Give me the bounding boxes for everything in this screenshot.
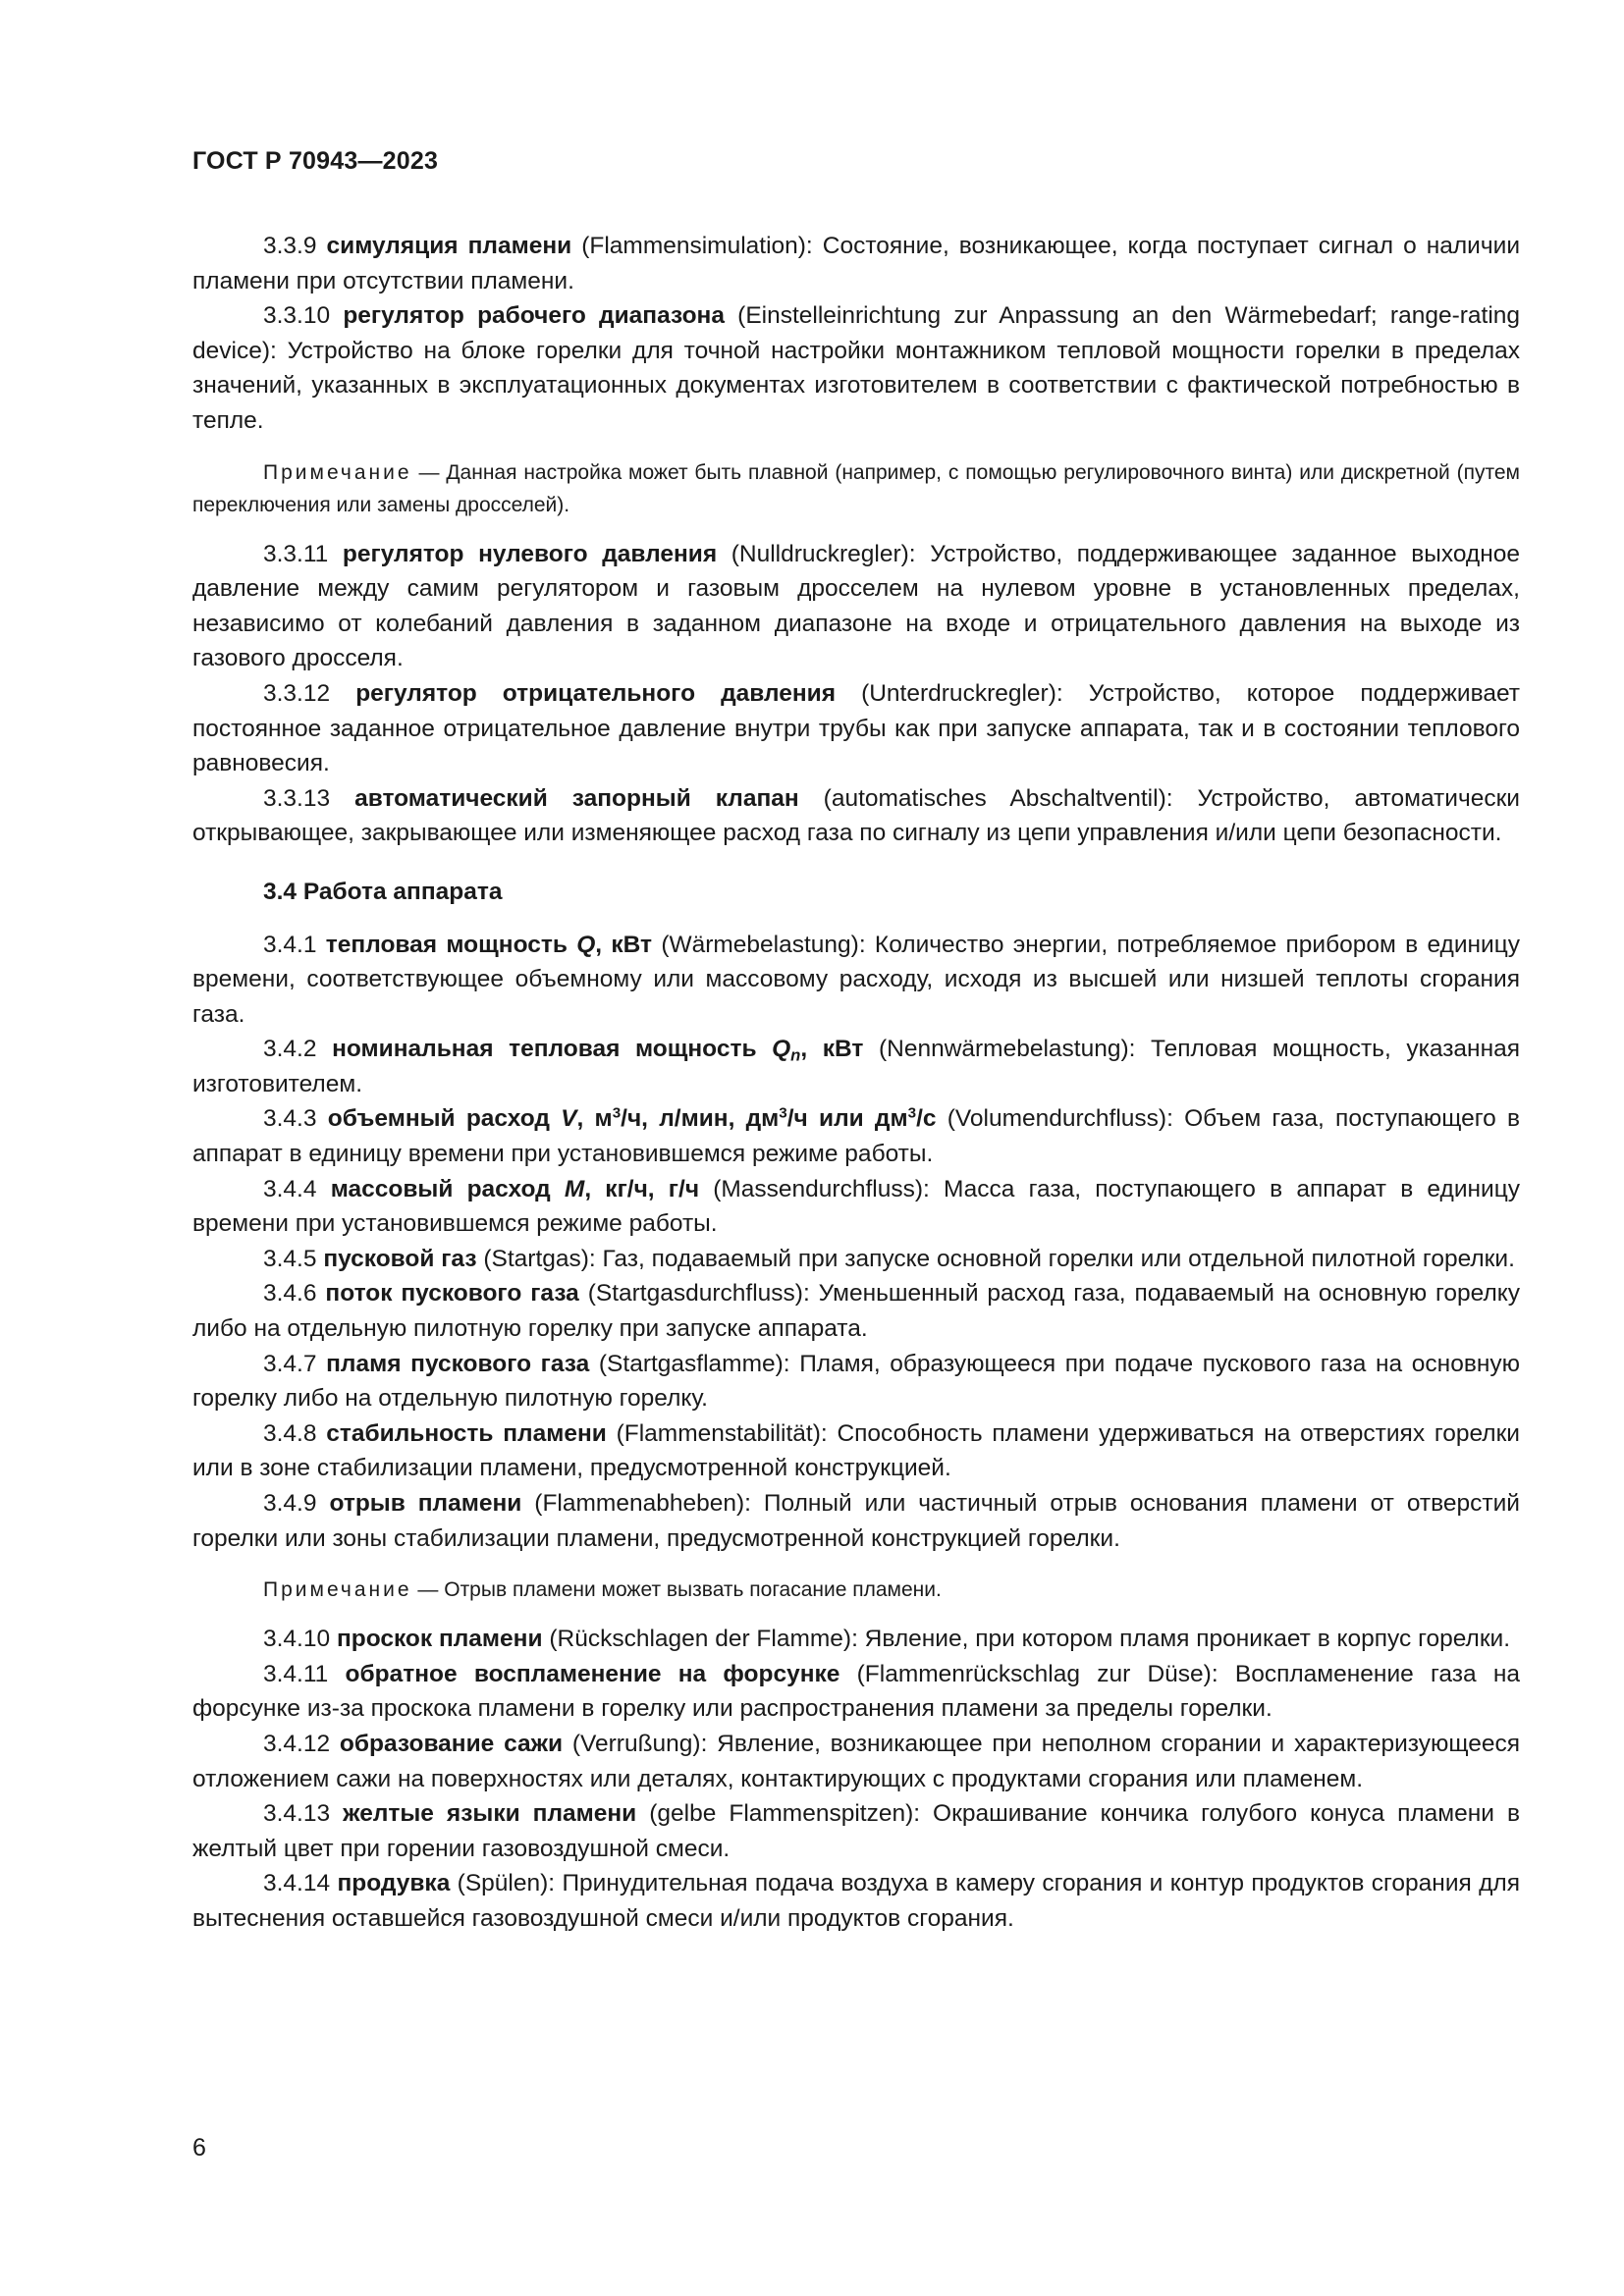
definition-text: (Nulldruckregler): Устройство, поддерживающее заданное выходное давление между самим регулятором и газовым дросселем на нулевом уровне в установленных пределах, независимо от колебаний давления в заданном диапазоне на входе и отрицательного давления на выходе из газового дросселя. [192, 540, 1520, 672]
clause-number: 3.4.10 [263, 1626, 331, 1653]
term: поток пускового газа [325, 1280, 579, 1308]
definition-3-4-4 [192, 1172, 1520, 1242]
clause-number: 3.4.4 [263, 1175, 317, 1202]
clause-number: 3.4.14 [263, 1870, 331, 1897]
definition-text: (Wärmebelastung): Количество энергии, потребляемое прибором в единицу времени, соответствующее объемному или массовому расходу, исходя из высшей или низшей теплоты сгорания газа. [192, 931, 1521, 1028]
term: автоматический запорный клапан [354, 784, 799, 812]
symbol: Q [772, 1036, 791, 1063]
definition-text: (Startgasdurchfluss): Уменьшенный расход газа, подаваемый на основную горелку либо на отдельную пилотную горелку при запуске аппарата. [192, 1280, 1521, 1343]
clause-number: 3.3.12 [263, 679, 331, 707]
definition-3-4-6 [192, 1276, 1520, 1346]
clause-number: 3.4.5 [263, 1245, 317, 1272]
note-label: Примечание [263, 1578, 412, 1602]
note-label: Примечание [263, 460, 412, 484]
term: тепловая мощность Q, кВт [325, 931, 653, 958]
term: пусковой газ [323, 1245, 477, 1272]
term: регулятор рабочего диапазона [343, 302, 725, 330]
term: массовый расход M, кг/ч, г/ч [330, 1175, 700, 1202]
definition-text: (Volumendurchfluss): Объем газа, поступающего в аппарат в единицу времени при установившемся режиме работы. [192, 1105, 1520, 1168]
definition-3-4-14 [192, 1866, 1520, 1936]
term: отрыв пламени [329, 1490, 522, 1517]
definition-3-3-10 [192, 298, 1520, 438]
term: обратное воспламенение на форсунке [345, 1660, 840, 1687]
definition-3-4-8 [192, 1416, 1520, 1486]
note-3-4-9 [192, 1574, 1520, 1606]
term: продувка [337, 1870, 451, 1897]
term: симуляция пламени [326, 233, 572, 259]
clause-number: 3.4.7 [263, 1350, 317, 1377]
definition-3-4-13 [192, 1796, 1520, 1866]
clause-number: 3.4.9 [263, 1490, 317, 1517]
definition-text: (Flammenabheben): Полный или частичный отрыв основания пламени от отверстий горелки или зоны стабилизации пламени, предусмотренной конструкцией горелки. [192, 1490, 1520, 1552]
definition-3-4-7 [192, 1347, 1520, 1416]
definition-text: (Startgasflamme): Пламя, образующееся при подаче пускового газа на основную горелку либо на отдельную пилотную горелку. [192, 1350, 1521, 1413]
definition-3-3-12 [192, 676, 1520, 781]
definition-3-4-3 [192, 1101, 1520, 1171]
definition-text: (gelbe Flammenspitzen): Окрашивание кончика голубого конуса пламени в желтый цвет при горении газовоздушной смеси. [192, 1800, 1520, 1862]
term: образование сажи [339, 1730, 564, 1757]
symbol-subscript: n [790, 1045, 801, 1065]
definition-text: (Unterdruckregler): Устройство, которое поддерживает постоянное заданное отрицательное давление внутри трубы как при запуске аппарата, так и в состоянии теплового равновесия. [192, 679, 1521, 777]
section-heading-3-4: 3.4 Работа аппарата [263, 878, 503, 905]
definition-3-3-13 [192, 781, 1520, 851]
definition-text: (Massendurchfluss): Масса газа, поступающего в аппарат в единицу времени при установившемся режиме работы. [192, 1175, 1520, 1238]
definition-3-4-2 [192, 1032, 1520, 1101]
definition-3-3-11 [192, 537, 1520, 676]
definition-3-4-10 [192, 1622, 1520, 1657]
definition-text: (automatisches Abschaltventil): Устройство, автоматически открывающее, закрывающее или изменяющее расход газа по сигналу из цепи управления и/или цепи безопасности. [192, 784, 1520, 847]
definition-3-4-9 [192, 1486, 1520, 1556]
document-body [192, 229, 1520, 1937]
definition-text: (Nennwärmebelastung): Тепловая мощность, указанная изготовителем. [192, 1036, 1521, 1097]
clause-number: 3.4.11 [263, 1660, 329, 1687]
definition-text: (Einstelleinrichtung zur Anpassung an den Wärmebedarf; range-rating device): Устройство на блоке горелки для точной настройки монтажником тепловой мощности горелки в пределах значений, указанных в эксплуатационных документах изготовителем в соответствии с фактической потребностью в тепле. [192, 302, 1521, 434]
clause-number: 3.4.8 [263, 1419, 317, 1447]
definition-text: (Flammenrückschlag zur Düse): Воспламенение газа на форсунке из-за проскока пламени в горелку или распространения пламени за пределы горелки. [192, 1660, 1520, 1723]
definition-text: (Flammensimulation): Состояние, возникающее, когда поступает сигнал о наличии пламени при отсутствии пламени. [192, 233, 1521, 294]
document-header: ГОСТ Р 70943—2023 [192, 147, 439, 175]
term: пламя пускового газа [326, 1350, 590, 1377]
symbol: Q [576, 931, 596, 958]
page-number: 6 [192, 2134, 206, 2162]
clause-number: 3.4.12 [263, 1730, 331, 1757]
term: проскок пламени [336, 1626, 543, 1653]
clause-number: 3.3.13 [263, 784, 331, 812]
note-text: — Данная настройка может быть плавной (например, с помощью регулировочного винта) или дискретной (путем переключения или замены дросселей). [192, 460, 1520, 516]
clause-number: 3.3.11 [263, 540, 329, 567]
term: номинальная тепловая мощность $Q_n$, кВт [332, 1036, 864, 1065]
symbol: M [564, 1175, 585, 1202]
definition-text: (Verrußung): Явление, возникающее при неполном сгорании и характеризующееся отложением сажи на поверхностях или деталях, контактирующих с продуктами сгорания или пламенем. [192, 1730, 1520, 1792]
definition-text: (Spülen): Принудительная подача воздуха в камеру сгорания и контур продуктов сгорания для вытеснения оставшейся газовоздушной смеси и/или продуктов сгорания. [192, 1870, 1520, 1932]
definition-3-4-12 [192, 1727, 1520, 1796]
definition-text: (Startgas): Газ, подаваемый при запуске основной горелки или отдельной пилотной горелки. [476, 1245, 1515, 1272]
term: регулятор отрицательного давления [355, 679, 837, 707]
definition-text: (Rückschlagen der Flamme): Явление, при котором пламя проникает в корпус горелки. [542, 1626, 1511, 1653]
term: регулятор нулевого давления [342, 540, 718, 567]
definition-3-3-9 [192, 229, 1520, 298]
symbol: V [561, 1105, 577, 1133]
note-text: — Отрыв пламени может вызвать погасание пламени. [411, 1578, 942, 1602]
clause-number: 3.3.9 [263, 233, 317, 259]
clause-number: 3.4.13 [263, 1800, 331, 1828]
clause-number: 3.3.10 [263, 302, 331, 330]
clause-number: 3.4.6 [263, 1280, 317, 1308]
term: объемный расход V, $м^3/ч$, л/мин, $дм^3/ч$ или $дм^3/с$ [327, 1105, 937, 1133]
clause-number: 3.4.2 [263, 1036, 317, 1063]
clause-number: 3.4.3 [263, 1105, 317, 1133]
clause-number: 3.4.1 [263, 931, 317, 958]
definition-text: (Flammenstabilität): Способность пламени удерживаться на отверстиях горелки или в зоне стабилизации пламени, предусмотренной конструкцией. [192, 1419, 1520, 1482]
note-3-3-10 [192, 456, 1520, 521]
definition-3-4-1 [192, 928, 1520, 1033]
term: желтые языки пламени [343, 1800, 637, 1828]
term: стабильность пламени [326, 1419, 607, 1447]
definition-3-4-11 [192, 1657, 1520, 1727]
definition-3-4-5 [192, 1242, 1520, 1277]
